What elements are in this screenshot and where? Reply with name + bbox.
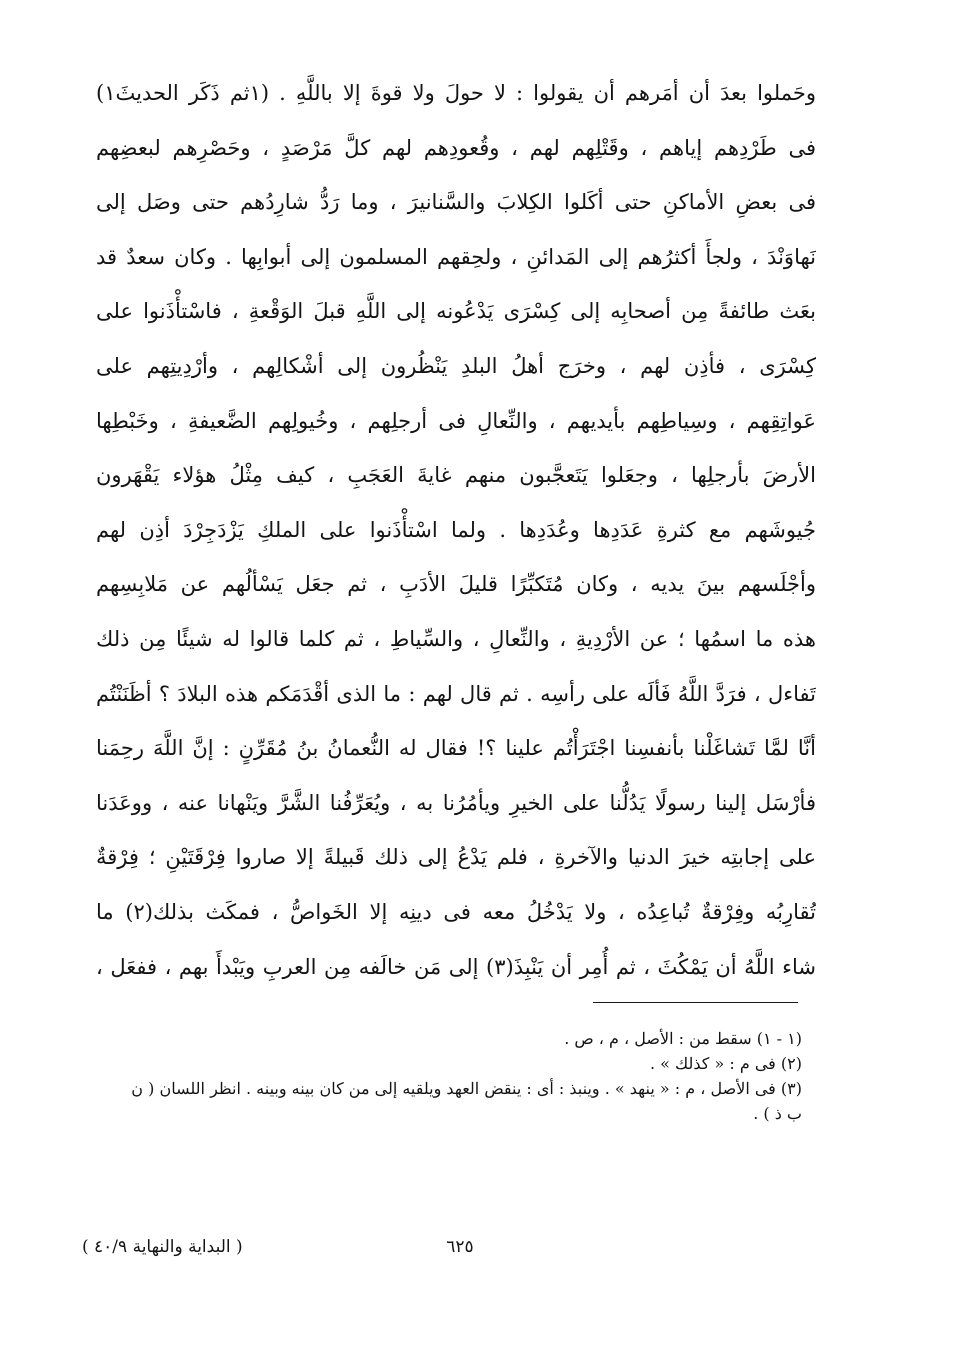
text-line: تُقارِبُه وفِرْقةٌ تُباعِدُه ، ولا يَدْخُلُ معه فى دينِه إلا الخَواصُّ ، فمكَث بذلك(٢) ما	[96, 899, 816, 924]
book-reference: ( البداية والنهاية ٤٠/٩ )	[82, 1237, 243, 1257]
text-line: نَهاوَنْدَ ، ولجأَ أكثرُهم إلى المَدائنِ ، ولحِقهم المسلمون إلى أبوابِها . وكان سعدٌ قد	[96, 244, 816, 269]
text-line: وحَملوا بعدَ أن أمَرهم أن يقولوا : لا حولَ ولا قوةَ إلا باللَّهِ . (١ثم ذَكَر الحديثَ١)	[96, 81, 816, 105]
text-line: على إجابتِه خيرَ الدنيا والآخرةِ ، فلم يَدْعُ إلى ذلك قَبيلةً إلا صاروا فِرْقَتَيْنِ ؛ فِرْقةٌ	[96, 845, 816, 870]
footnote: (٢) فى م : « كذلك » .	[649, 1054, 802, 1073]
text-line: فى بعضِ الأماكنِ حتى أكَلوا الكِلابَ والسَّنانيرَ ، وما رَدُّ شارِدُهم حتى وصَل إلى	[96, 190, 816, 215]
text-line: عَواتِقِهم ، وسِياطِهم بأيديهم ، والنِّعالِ فى أرجلِهم ، وخُيولِهم الضَّعيفةِ ، وخَبْطِها	[96, 408, 816, 433]
text-line: الأرضَ بأرجلِها ، وجعَلوا يَتَعجَّبون منهم غايةَ العَجَبِ ، كيف مِثْلُ هؤلاء يَقْهَرون	[96, 463, 816, 488]
main-text-block	[96, 66, 816, 994]
footnote-separator	[593, 1002, 798, 1003]
text-line: تَفاءل ، فرَدَّ اللَّهُ فَألَه على رأسِه . ثم قال لهم : ما الذى أقْدَمَكم هذه البلادَ ؟ أظَنَنْتُم	[96, 681, 816, 706]
text-line: فأرْسَل إلينا رسولًا يَدُلُّنا على الخيرِ ويأمُرُنا به ، ويُعَرِّفُنا الشَّرَّ ويَنْهانا عنه ، ووعَدَنا	[96, 790, 816, 815]
text-line: أنَّا لمَّا تَشاغَلْنا بأنفسِنا اجْتَرَأْتُم علينا ؟! فقال له النُّعمانُ بنُ مُقَرِّنٍ : إنَّ اللَّهَ رحِمَنا	[96, 736, 816, 761]
footnotes-block	[86, 1026, 802, 1126]
text-line: وأجْلَسهم بينَ يديه ، وكان مُتَكبِّرًا قليلَ الأدَبِ ، ثم جعَل يَسْألُهم عن مَلابِسِهم	[96, 572, 816, 597]
footnote-continuation: ب ذ ) .	[753, 1104, 802, 1123]
page-footer	[0, 1237, 954, 1267]
text-line: فى طَرْدِهم إياهم ، وقَتْلِهم لهم ، وقُعودِهم لهم كلَّ مَرْصَدٍ ، وحَصْرِهم لبعضِهم	[96, 135, 816, 160]
text-line: كِسْرَى ، فأذِن لهم ، وخرَج أهلُ البلدِ يَنْظُرون إلى أشْكالِهم ، وأرْدِيتِهم على	[96, 353, 816, 378]
page-number: ٦٢٥	[446, 1237, 474, 1257]
footnote: (٣) فى الأصل ، م : « ينهد » . وينبذ : أى : ينقض العهد ويلقيه إلى من كان بينه وبينه . انظر اللسان ( ن	[131, 1079, 802, 1098]
footnote: (١ - ١) سقط من : الأصل ، م ، ص .	[564, 1029, 802, 1048]
text-line: هذه ما اسمُها ؛ عن الأرْدِيةِ ، والنِّعالِ ، والسِّياطِ ، ثم كلما قالوا له شيئًا مِن ذلك	[96, 626, 816, 651]
text-line: جُيوشَهم مع كثرةِ عَدَدِها وعُدَدِها . ولما اسْتأْذَنوا على الملكِ يَزْدَجِرْدَ أذِن لهم	[96, 517, 816, 542]
text-line: بعَث طائفةً مِن أصحابِه إلى كِسْرَى يَدْعُونه إلى اللَّهِ قبلَ الوَقْعةِ ، فاسْتأْذَنوا على	[96, 299, 816, 324]
text-line: شاء اللَّهُ أن يَمْكُثَ ، ثم أُمِر أن يَنْبِذَ(٣) إلى مَن خالَفه مِن العربِ ويَبْدأَ بهم ، ففعَل ،	[96, 954, 816, 979]
